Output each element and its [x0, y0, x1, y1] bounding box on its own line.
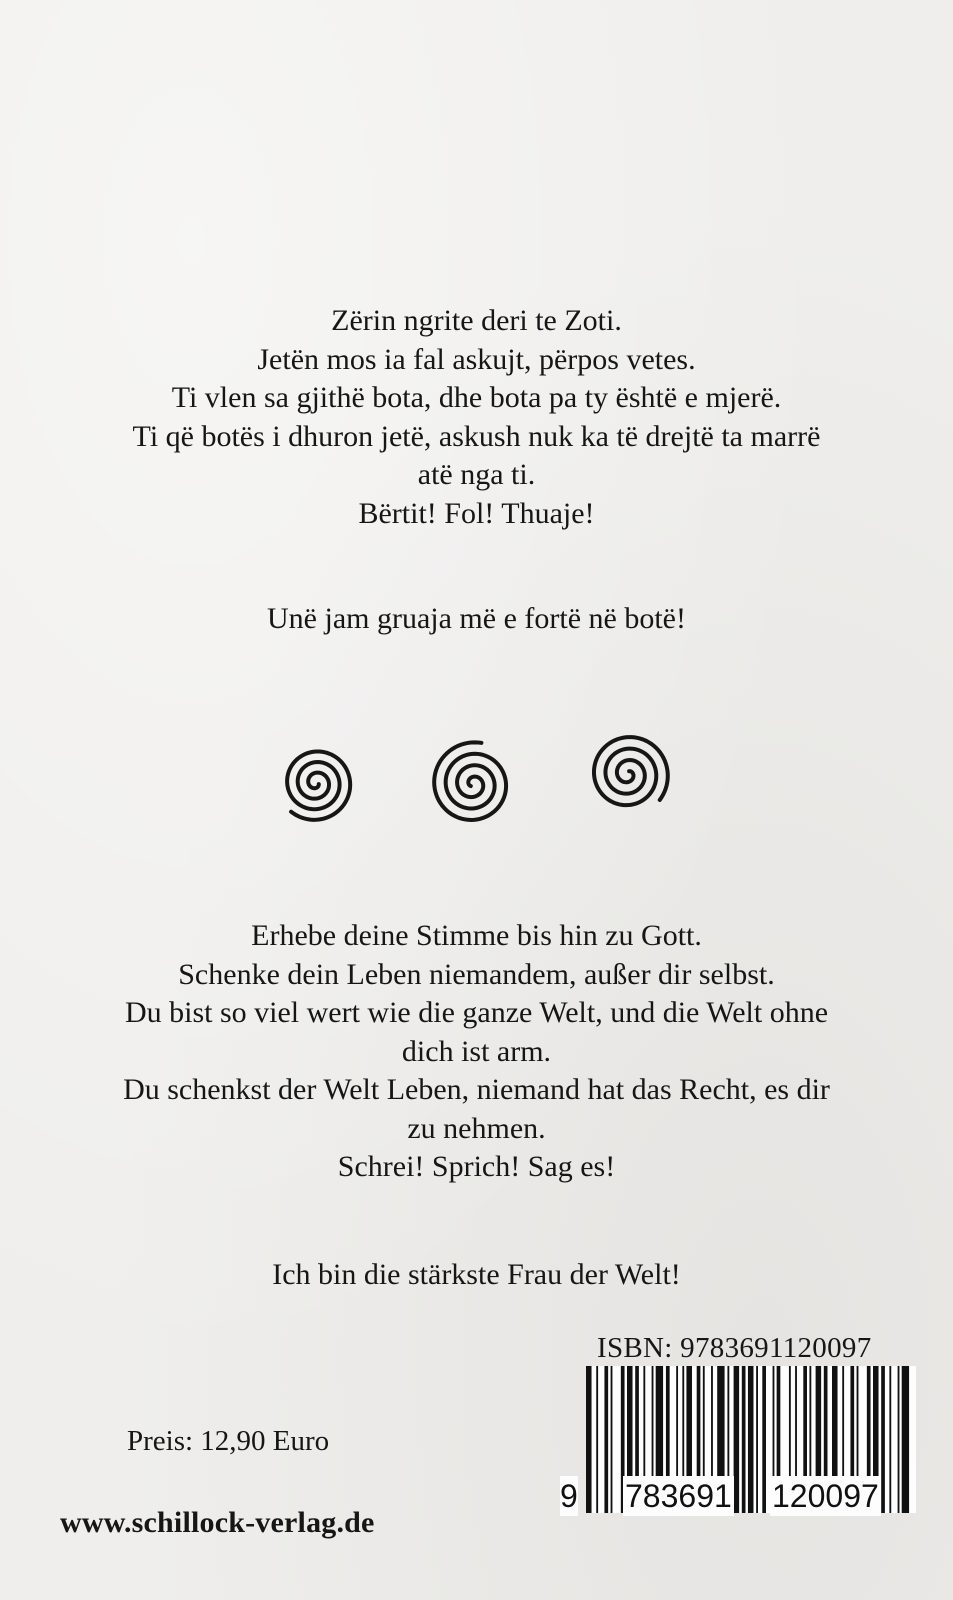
- barcode-bar: [762, 1366, 766, 1513]
- barcode-bar: [756, 1366, 758, 1513]
- poem-line: Ti vlen sa gjithë bota, dhe bota pa ty është e mjerë.: [171, 381, 782, 414]
- albanian-poem-stanza: [0, 302, 953, 533]
- price-label: Preis: 12,90 Euro: [127, 1425, 330, 1457]
- barcode-digits-right: 120097: [772, 1478, 879, 1514]
- albanian-poem-closing: [0, 600, 953, 639]
- poem-line: Bërtit! Fol! Thuaje!: [358, 496, 595, 530]
- barcode-bar: [742, 1366, 746, 1513]
- poem-line: Du schenkst der Welt Leben, niemand hat das Recht, es dir: [123, 1073, 830, 1106]
- barcode-digits-left: 783691: [625, 1478, 732, 1514]
- poem-line: zu nehmen.: [407, 1111, 546, 1145]
- barcode-bar: [748, 1366, 754, 1513]
- german-poem-stanza: [0, 917, 953, 1187]
- barcode-bar: [596, 1366, 598, 1513]
- poem-line: Ti që botës i dhuron jetë, askush nuk ka të drejtë ta marrë: [132, 419, 821, 453]
- barcode-digit-lead: 9: [560, 1478, 578, 1514]
- barcode-bar: [604, 1366, 608, 1513]
- barcode-bar: [586, 1366, 592, 1513]
- poem-line: Schrei! Sprich! Sag es!: [337, 1150, 616, 1183]
- barcode-bar: [902, 1366, 909, 1513]
- spiral-icon: [427, 738, 519, 830]
- barcode-bar: [881, 1366, 885, 1513]
- poem-line: Ich bin die stärkste Frau der Welt!: [272, 1258, 681, 1291]
- barcode-bar: [734, 1366, 740, 1513]
- poem-line: Schenke dein Leben niemandem, außer dir selbst.: [178, 957, 775, 991]
- isbn-label: ISBN: 9783691120097: [597, 1332, 872, 1364]
- poem-line: Erhebe deine Stimme bis hin zu Gott.: [251, 919, 702, 952]
- barcode-bar: [611, 1366, 613, 1513]
- poem-line: Du bist so viel wert wie die ganze Welt, und die Welt ohne: [124, 996, 829, 1029]
- poem-line: atë nga ti.: [417, 458, 536, 491]
- poem-line: Zërin ngrite deri te Zoti.: [331, 304, 622, 337]
- publisher-website: www.schillock-verlag.de: [60, 1506, 375, 1539]
- barcode-bar: [898, 1366, 900, 1513]
- poem-line: Unë jam gruaja më e fortë në botë!: [267, 602, 686, 635]
- spiral-icon: [275, 738, 357, 828]
- spiral-ornament: [275, 738, 685, 838]
- poem-line: dich ist arm.: [401, 1034, 552, 1068]
- barcode-bar: [889, 1366, 891, 1513]
- german-poem-closing: [0, 1256, 953, 1295]
- spiral-icon: [583, 728, 673, 820]
- poem-line: Jetën mos ia fal askujt, përpos vetes.: [257, 342, 696, 376]
